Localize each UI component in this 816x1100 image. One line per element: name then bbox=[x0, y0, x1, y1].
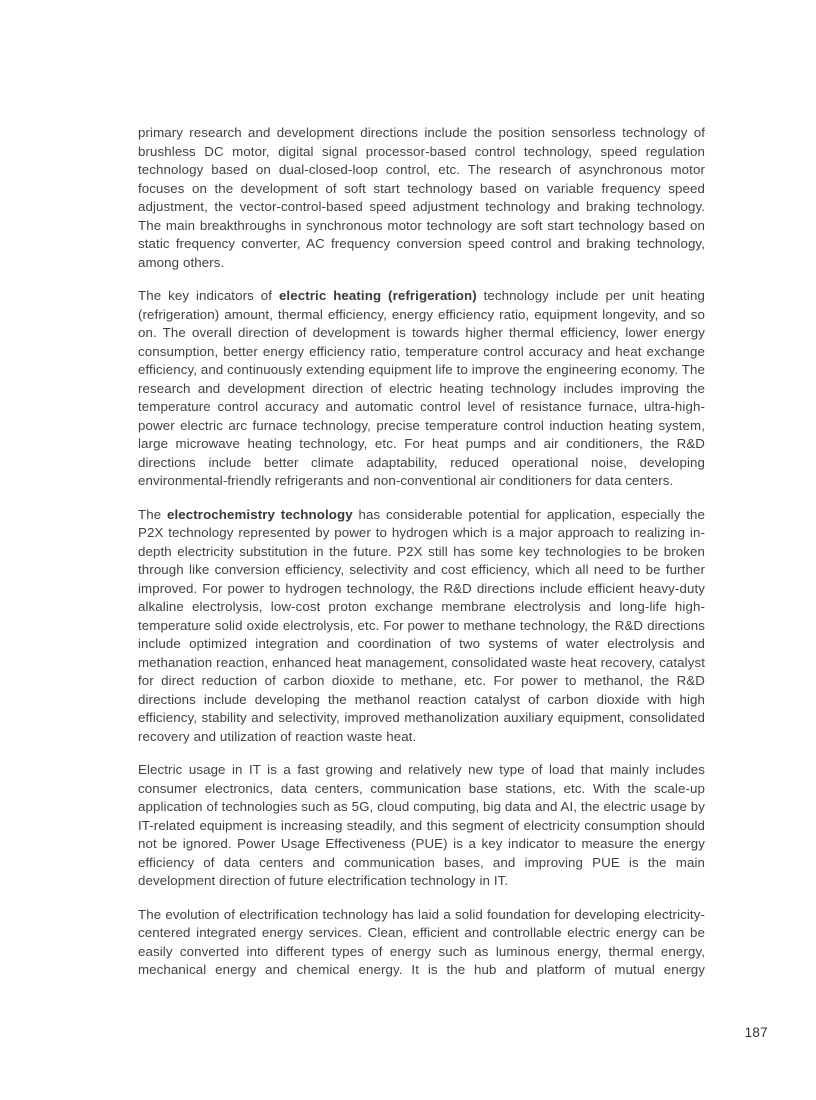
paragraph-text: The key indicators of bbox=[138, 288, 279, 303]
paragraph-text: technology include per unit heating (refrigeration) amount, thermal efficiency, energy efficiency ratio, equipment longevity, and so on. The overall direction of development is towards higher thermal efficiency, lower energy consumption, better energy efficiency ratio, temperature control accuracy and heat exchange efficiency, and continuously extending equipment life to improve the engineering economy. The research and development direction of electric heating technology includes improving the temperature control accuracy and automatic control level of resistance furnace, ultra-high-power electric arc furnace technology, precise temperature control induction heating system, large microwave heating technology, etc. For heat pumps and air conditioners, the R&D directions include better climate adaptability, reduced operational noise, developing environmental-friendly refrigerants and non-conventional air conditioners for data centers. bbox=[138, 288, 705, 488]
page-body bbox=[138, 124, 705, 995]
page-number: 187 bbox=[744, 1025, 768, 1040]
paragraph-text-bold: electric heating (refrigeration) bbox=[278, 288, 477, 303]
paragraph-text: primary research and development directions include the position sensorless technology of brushless DC motor, digital signal processor-based control technology, speed regulation technology based on dual-closed-loop control, etc. The research of asynchronous motor focuses on the development of soft start technology based on variable frequency speed adjustment, the vector-control-based speed adjustment technology and braking technology. The main breakthroughs in synchronous motor technology are soft start technology based on static frequency converter, AC frequency conversion speed control and braking technology, among others. bbox=[138, 125, 705, 270]
paragraph-list bbox=[138, 124, 705, 980]
paragraph-text: Electric usage in IT is a fast growing and relatively new type of load that mainly includes consumer electronics, data centers, communication base stations, etc. With the scale-up application of technologies such as 5G, cloud computing, big data and AI, the electric usage by IT-related equipment is increasing steadily, and this segment of electricity consumption should not be ignored. Power Usage Effectiveness (PUE) is a key indicator to measure the energy efficiency of data centers and communication bases, and improving PUE is the main development direction of future electrification technology in IT. bbox=[138, 762, 705, 888]
paragraph-text: The evolution of electrification technology has laid a solid foundation for developing electricity-centered integrated energy services. Clean, efficient and controllable electric energy can be easily converted into different types of energy such as luminous energy, thermal energy, mechanical energy and chemical energy. It is the hub and platform of mutual energy bbox=[138, 906, 705, 977]
paragraph-text: The bbox=[138, 506, 167, 522]
paragraph bbox=[138, 287, 705, 491]
paragraph bbox=[138, 124, 705, 272]
paragraph bbox=[138, 506, 705, 747]
paragraph bbox=[138, 761, 705, 891]
paragraph-text: has considerable potential for application, especially the P2X technology represented by power to hydrogen which is a major approach to realizing in-depth electricity substitution in the future. P2X still has some key technologies to be broken through like conversion efficiency, selectivity and cost efficiency, which all need to be further improved. For power to hydrogen technology, the R&D directions include efficient heavy-duty alkaline electrolysis, low-cost proton exchange membrane electrolysis and long-life high-temperature solid oxide electrolysis, etc. For power to methane technology, the R&D directions include optimized integration and coordination of two systems of water electrolysis and methanation reaction, enhanced heat management, consolidated waste heat recovery, catalyst for direct reduction of carbon dioxide to methane, etc. For power to methanol, the R&D directions include developing the methanol reaction catalyst of carbon dioxide with high efficiency, stability and selectivity, improved methanolization auxiliary equipment, consolidated recovery and utilization of reaction waste heat. bbox=[138, 506, 706, 744]
paragraph-text-bold: electrochemistry technology bbox=[166, 506, 353, 522]
paragraph bbox=[138, 906, 705, 980]
